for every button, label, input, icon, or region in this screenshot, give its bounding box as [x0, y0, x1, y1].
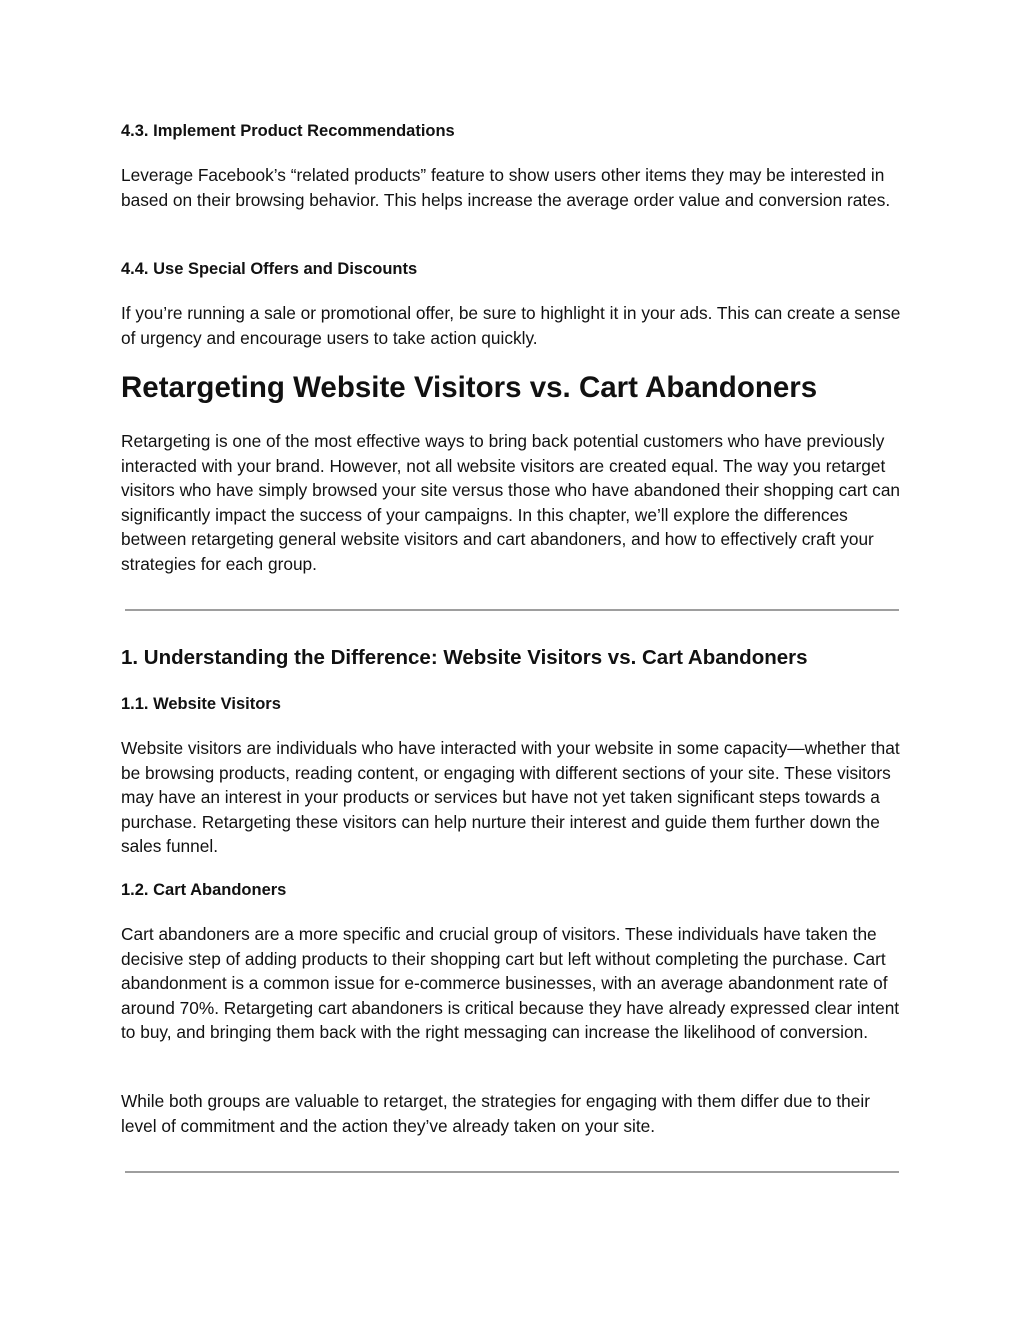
chapter-title: Retargeting Website Visitors vs. Cart Abandoners [121, 371, 818, 404]
paragraph-1-1: Website visitors are individuals who have interacted with your website in some capacity—whether that be browsing products, reading content, or engaging with different sections of your site. These visitors may have an interest in your products or services but have not yet taken significant steps towards a purchase. Retargeting these visitors can help nurture their interest and guide them further down the sales funnel. [121, 738, 900, 856]
chapter-intro: Retargeting is one of the most effective ways to bring back potential customers who have previously interacted with your brand. However, not all website visitors are created equal. The way you retarget visitors who have simply browsed your site versus those who have abandoned their shopping cart can significantly impact the success of your campaigns. In this chapter, we’ll explore the differences between retargeting general website visitors and cart abandoners, and how to effectively craft your strategies for each group. [121, 431, 901, 574]
section-1-heading: 1. Understanding the Difference: Website Visitors vs. Cart Abandoners [121, 646, 808, 669]
paragraph-4-4: If you’re running a sale or promotional offer, be sure to highlight it in your ads. This can create a sense of urgency and encourage users to take action quickly. [121, 303, 901, 348]
paragraph-1-2: Cart abandoners are a more specific and crucial group of visitors. These individuals have taken the decisive step of adding products to their shopping cart but left without completing the purchase. Cart abandonment is a common issue for e-commerce businesses, with an average abandonment rate of around 70%. Retargeting cart abandoners is critical because they have already expressed clear intent to buy, and bringing them back with the right messaging can increase the likelihood of conversion. [121, 924, 900, 1042]
heading-4-3: 4.3. Implement Product Recommendations [121, 122, 455, 140]
closing-paragraph: While both groups are valuable to retarget, the strategies for engaging with them differ due to their level of commitment and the action they’ve already taken on your site. [121, 1091, 870, 1136]
divider [125, 609, 899, 611]
heading-4-4: 4.4. Use Special Offers and Discounts [121, 260, 418, 278]
heading-1-1: 1.1. Website Visitors [121, 695, 281, 713]
paragraph-4-3: Leverage Facebook’s “related products” feature to show users other items they may be interested in based on their browsing behavior. This helps increase the average order value and conversion rates. [121, 165, 891, 210]
divider [125, 1171, 899, 1173]
heading-1-2: 1.2. Cart Abandoners [121, 881, 287, 899]
